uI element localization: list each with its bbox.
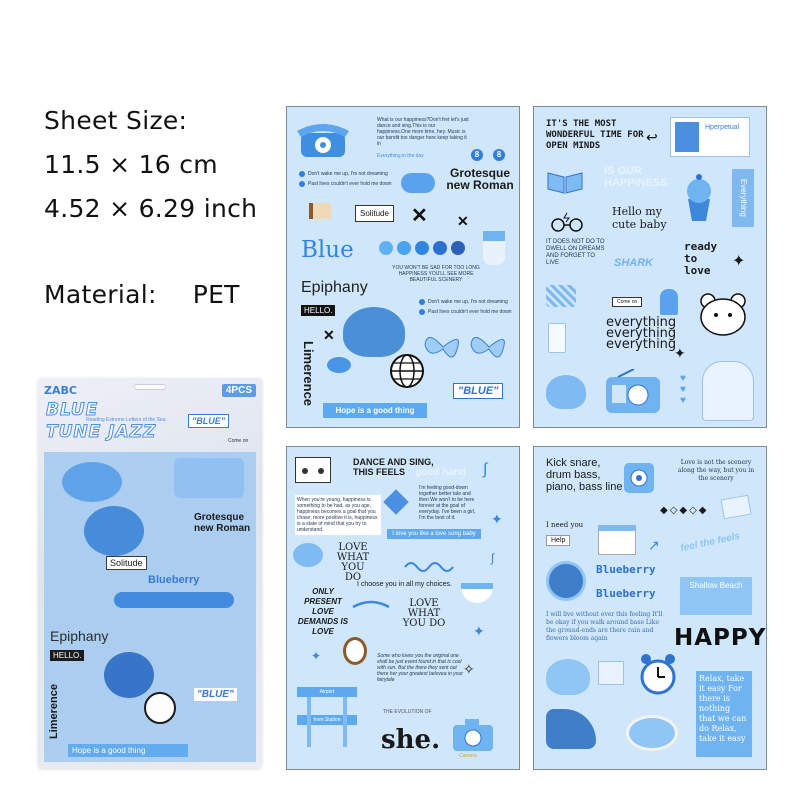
signpost-pole — [343, 697, 347, 747]
relax-card: Relax, take it easy For there is nothing that we can do Relax, take it easy — [696, 671, 752, 757]
scenery-quote: Love is not the scenery along the way, but you in the scenery — [677, 459, 755, 482]
donut-sticker — [626, 715, 678, 751]
x-mark-icon: ✕ — [411, 205, 428, 227]
speech-bubble-sticker — [327, 357, 351, 373]
sticker-sheet-2 — [533, 106, 767, 428]
star-icon: ✦ — [473, 623, 485, 639]
package-blueberry: Blueberry — [148, 574, 200, 586]
x-mark-icon: ✕ — [457, 213, 469, 229]
blue-quote-tag: "BLUE" — [453, 383, 503, 399]
whale-sticker — [293, 543, 323, 567]
swirl-icon: ∫ — [483, 461, 488, 478]
package-blue-tag: "BLUE" — [188, 414, 229, 428]
vinyl-record-sticker — [546, 561, 586, 601]
ice-cube-sticker-2 — [598, 661, 624, 685]
arrow-doodle-icon: ↩ — [646, 129, 658, 145]
package-hope: Hope is a good thing — [68, 744, 188, 757]
photo-label-text: Hperpetual — [705, 124, 740, 131]
dwell-quote: IT DOES NOT DO TO DWELL ON DREAMS AND FORGET TO LIVE — [546, 239, 605, 266]
hearts-column-icon: ♥ ♥ ♥ — [680, 373, 686, 406]
globe-icon — [389, 353, 425, 389]
dream-note-4: Past lives couldn't ever hold me down — [428, 309, 512, 315]
material-value: PET — [192, 280, 240, 309]
happiness-outline-text: IS OUR HAPPINESS — [604, 165, 668, 189]
dream-note-1: Don't wake me up, I'm not dreaming — [308, 171, 388, 177]
happiness-quote-tail: Everything in the day — [377, 153, 424, 159]
sundae-sticker — [483, 231, 505, 265]
come-on-label: Come on — [612, 297, 642, 307]
puzzle-sticker — [383, 489, 408, 514]
solitude-label: Solitude — [355, 205, 394, 222]
alarm-clock-icon — [638, 653, 678, 697]
arrow-icon: ↗ — [648, 537, 660, 553]
fairytale-script: Some who loves you the original one shall be just event found in that is cool with sun. But the there they sent out there her your greatest belovea in your fairytale — [377, 653, 463, 683]
everything-vertical-label: Everything — [732, 169, 754, 227]
number-badge-1: 8 — [471, 149, 483, 161]
shallow-beach-card: Shallow Beach — [680, 577, 752, 615]
number-badge-2: 8 — [493, 149, 505, 161]
phone-sticker-shape — [62, 462, 122, 502]
sheet-size-cm: 11.5 × 16 cm — [44, 150, 218, 179]
airport-sign: Airport — [297, 687, 357, 697]
jacket-sticker — [546, 709, 596, 749]
photo-sticker-shape — [174, 458, 244, 498]
everything-line-1: everything — [606, 315, 677, 330]
evolution-caption: THE EVOLUTION OF — [383, 709, 432, 715]
planet-sticker-shape — [104, 652, 154, 698]
kick-snare-lyric: Kick snare, drum bass, piano, bass line — [546, 457, 623, 493]
happiness-note-a: When you're young, happiness is something to be had, as you age, happiness becomes a goal that you chase; more positive it is, happiness is a state of mind that you try to understand. — [295, 495, 381, 535]
signpost-sticker — [297, 687, 357, 747]
package-subtitle: Reading Extreme Letters of the Sea — [86, 417, 166, 423]
wand-icon: ✧ — [463, 661, 475, 677]
only-present-quote: ONLY PRESENT LOVE DEMANDS IS LOVE — [297, 587, 349, 636]
hang-hole — [134, 384, 166, 390]
open-book-icon — [546, 169, 584, 195]
instant-camera-icon — [622, 459, 656, 495]
help-label: Help — [546, 535, 570, 546]
sheet-size-label: Sheet Size: — [44, 106, 188, 135]
package-title-line1: BLUE — [46, 400, 99, 420]
sticker-package — [38, 378, 262, 768]
butterflies-icon — [423, 329, 513, 365]
camera-icon — [451, 717, 495, 753]
rotary-phone-icon — [295, 115, 351, 159]
package-title-line2: TUNE JAZZ — [46, 422, 157, 442]
bullet-dot — [419, 309, 425, 315]
wonderful-headline: IT'S THE MOST WONDERFUL TIME FOR OPEN MINDS — [546, 119, 644, 151]
grotesque-title: Grotesque new Roman — [446, 166, 514, 192]
radio-icon — [604, 369, 662, 415]
coffee-top-sticker — [343, 637, 367, 665]
wave-squiggle-icon — [403, 557, 457, 577]
cream-jar-sticker — [598, 525, 636, 555]
dream-notes — [299, 171, 392, 187]
love-what-you-do-2: LOVE WHAT YOU DO — [402, 598, 446, 629]
coffee-cup-sticker — [461, 583, 493, 603]
station-sign: from Station — [297, 715, 357, 725]
bow-sticker — [546, 285, 576, 307]
package-brand: ZABC — [44, 384, 77, 397]
color-dot-1 — [379, 241, 393, 255]
photo-thumbnail — [675, 122, 699, 152]
bear-doodle-icon — [694, 289, 752, 337]
dream-note-row — [299, 171, 392, 177]
hope-banner: Hope is a good thing — [323, 403, 427, 418]
package-preview-sheet — [44, 452, 256, 762]
dream-note-3: Don't wake me up, I'm not dreaming — [428, 299, 508, 305]
sparkle-icon: ✦ — [674, 345, 686, 361]
package-limerence: Limerence — [48, 684, 60, 740]
happiness-quote: What is our happiness?Don't fret let's just dance and sing.This is our happiness.One more time, hey. Music is our bandit too danger here keep taking it in — [377, 117, 469, 147]
macaron-sticker-shape — [84, 506, 144, 556]
package-hello: HELLO. — [50, 650, 84, 661]
package-blue-tag-mini: "BLUE" — [194, 688, 237, 701]
color-dot-3 — [415, 241, 429, 255]
ribbon-icon — [351, 597, 391, 617]
material-label: Material: — [44, 280, 157, 309]
cassette-reel-left — [302, 468, 308, 474]
star-icon: ✦ — [311, 649, 322, 663]
dream-note-row — [419, 309, 512, 315]
package-solitude: Solitude — [106, 556, 147, 570]
everything-line-2: everything — [606, 326, 677, 341]
feel-the-feels: feel the feels — [679, 530, 742, 555]
dream-note-2: Past lives couldn't ever hold me down — [308, 181, 392, 187]
blueberry-label-1: Blueberry — [596, 563, 656, 576]
planet-sticker — [343, 307, 405, 357]
bullet-dot — [299, 181, 305, 187]
package-epiphany: Epiphany — [50, 628, 109, 644]
hello-label: HELLO. — [301, 305, 335, 316]
sparkle-icon: ✦ — [732, 253, 746, 270]
door-sticker — [660, 289, 678, 315]
sad-quote: YOU WON'T BE SAD FOR TOO LONG HAPPINESS YOU'LL SEE MORE BEAUTIFUL SCENERY — [392, 265, 480, 283]
sticker-sheet-4 — [533, 446, 767, 770]
sticker-sheet-3 — [286, 446, 520, 770]
cassette-sticker — [295, 457, 331, 483]
milk-glass-sticker — [548, 323, 566, 353]
need-you-text: I need you — [546, 521, 584, 529]
signpost-pole — [307, 697, 311, 747]
she-word: she. — [381, 725, 441, 755]
dream-notes-2 — [419, 299, 512, 315]
butterfly-sticker — [546, 375, 586, 409]
x-mark-icon: ✕ — [323, 327, 335, 343]
dance-sing-tail: good hand — [415, 467, 467, 478]
cake-slice-sticker — [309, 203, 331, 219]
dream-note-row — [419, 299, 512, 305]
limerence-word: Limerence — [301, 341, 316, 407]
dream-note-row — [299, 181, 392, 187]
cupcake-icon — [680, 173, 718, 223]
star-icon: ✦ — [491, 511, 503, 527]
everything-stack — [606, 317, 676, 350]
ready-to-love: ready to love — [684, 240, 718, 277]
ice-cube-sticker — [720, 495, 751, 520]
color-dot-2 — [397, 241, 411, 255]
live-without-quote: I will live without ever this feeling It'll be okay if you walk around base Like the ground-ends are there rain and flowers bloom again — [546, 611, 663, 642]
everything-line-3: everything — [606, 337, 677, 352]
happy-word: HAPPY — [674, 625, 767, 651]
swirl-icon: ∫ — [491, 551, 495, 565]
love-song-banner: I love you like a love song baby — [387, 529, 481, 539]
package-grotesque: Grotesque new Roman — [194, 512, 251, 534]
color-dot-4 — [433, 241, 447, 255]
blueberry-label-2: Blueberry — [596, 587, 656, 600]
camera-caption: Camera — [459, 753, 477, 759]
sticker-sheet-1 — [286, 106, 520, 428]
cassette-reel-right — [318, 468, 324, 474]
material-row — [44, 280, 240, 309]
shark-word: SHARK — [614, 257, 654, 269]
choose-you-quote: I choose you in all my choices. — [357, 581, 452, 588]
diamond-pattern-icon: ◆◇◆◇◆ — [660, 505, 709, 516]
epiphany-word: Epiphany — [301, 279, 368, 296]
happiness-note-b: I'm feeling good-down together better tale and then We won't to be here forever at the goal of everyday. I've been a girl, I'm the best of it. — [419, 485, 476, 521]
statue-sticker — [702, 361, 754, 421]
macaron-sticker — [401, 173, 435, 193]
package-come-on: Come on — [228, 438, 249, 444]
ice-cream-sticker — [546, 659, 590, 695]
color-dot-5 — [451, 241, 465, 255]
photo-label-card — [670, 117, 750, 157]
bullet-dot — [299, 171, 305, 177]
blue-word: Blue — [301, 237, 354, 263]
love-what-you-do-1: LOVE WHAT YOU DO — [336, 542, 370, 583]
glasses-icon — [550, 211, 584, 233]
dance-sing-title: DANCE AND SING, THIS FEELS — [353, 457, 434, 477]
globe-sticker-shape — [144, 692, 176, 724]
package-count-badge: 4PCS — [222, 384, 256, 397]
bullet-dot — [419, 299, 425, 305]
dots-row-shape — [114, 592, 234, 608]
hello-cute-baby: Hello my cute baby — [612, 205, 667, 231]
sheet-size-inch: 4.52 × 6.29 inch — [44, 194, 258, 223]
